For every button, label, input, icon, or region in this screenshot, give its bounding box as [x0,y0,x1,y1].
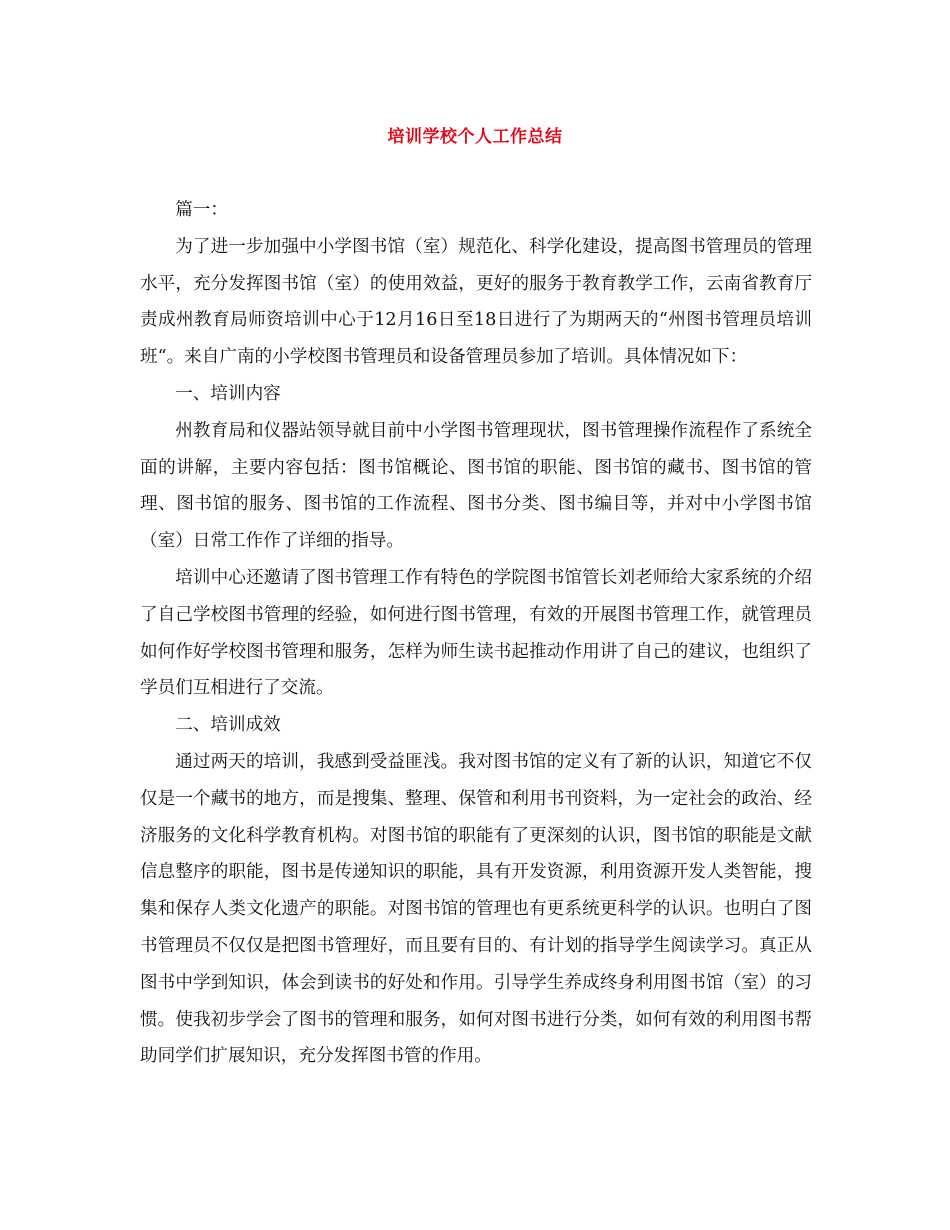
paragraph-intro: 为了进一步加强中小学图书馆（室）规范化、科学化建设，提高图书管理员的管理水平，充分发挥图书馆（室）的使用效益，更好的服务于教育教学工作，云南省教育厅责成州教育局师资培训中心于12月16日至18日进行了为期两天的“州图书管理员培训班“。来自广南的小学校图书管理员和设备管理员参加了培训。具体情况如下： [140,236,812,368]
paragraph-training-content: 州教育局和仪器站领导就目前中小学图书管理现状，图书管理操作流程作了系统全面的讲解，主要内容包括：图书馆概论、图书馆的职能、图书馆的藏书、图书馆的管理、图书馆的服务、图书馆的工作流程、图书分类、图书编目等，并对中小学图书馆（室）日常工作作了详细的指导。 [140,420,812,552]
heading-training-results: 二、培训成效 [175,715,281,736]
document-title: 培训学校个人工作总结 [387,127,563,147]
paragraph-training-results: 通过两天的培训，我感到受益匪浅。我对图书馆的定义有了新的认识，知道它不仅仅是一个藏书的地方，而是搜集、整理、保管和利用书刊资料，为一定社会的政治、经济服务的文化科学教育机构。对图书馆的职能有了更深刻的认识，图书馆的职能是文献信息整序的职能，图书是传递知识的职能，具有开发资源，利用资源开发人类智能，搜集和保存人类文化遗产的职能。对图书馆的管理也有更系统更科学的认识。也明白了图书管理员不仅仅是把图书管理好，而且要有目的、有计划的指导学生阅读学习。真正从图书中学到知识，体会到读书的好处和作用。引导学生养成终身利用图书馆（室）的习惯。使我初步学会了图书的管理和服务，如何对图书进行分类，如何有效的利用图书帮助同学们扩展知识，充分发挥图书管的作用。 [140,751,812,1067]
heading-training-content: 一、培训内容 [175,383,281,404]
document-body [140,192,812,1075]
paragraph-section-label: 篇一： [175,200,228,220]
paragraph-training-exchange: 培训中心还邀请了图书管理工作有特色的学院图书馆管长刘老师给大家系统的介绍了自己学校图书管理的经验，如何进行图书管理，有效的开展图书管理工作，就管理员如何作好学校图书管理和服务，怎样为师生读书起推动作用讲了自己的建议，也组织了学员们互相进行了交流。 [140,567,812,699]
